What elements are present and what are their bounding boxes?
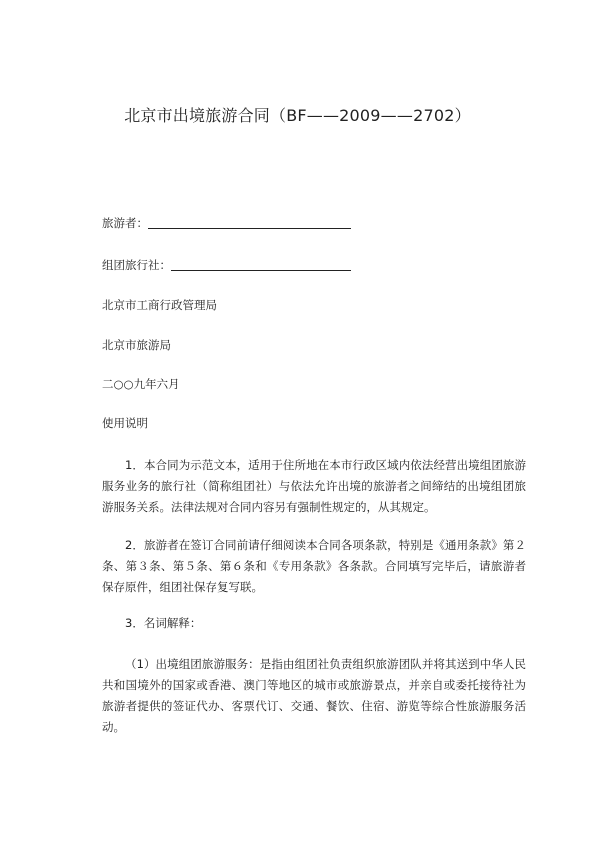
issue-date: 二○○九年六月 [102,377,180,391]
tourist-label: 旅游者： [102,216,148,230]
tourist-field-row [102,216,351,230]
issuer-1: 北京市工商行政管理局 [102,298,217,312]
paragraph-4: （1）出境组团旅游服务：是指由组团社负责组织旅游团队并将其送到中华人民共和国境外的国家或香港、澳门等地区的城市或旅游景点，并亲自或委托接待社为旅游者提供的签证代办、客票代订、交通、餐饮、住宿、游览等综合性旅游服务活动。 [102,657,526,734]
agency-field-row [102,258,351,272]
issuer-2: 北京市旅游局 [102,338,171,352]
paragraph-2: 2．旅游者在签订合同前请仔细阅读本合同各项条款，特别是《通用条款》第２条、第３条、第５条、第６条和《专用条款》各条款。合同填写完毕后，请旅游者保存原件，组团社保存复写联。 [102,538,526,594]
agency-label: 组团旅行社： [102,258,171,272]
paragraph-1: 1．本合同为示范文本，适用于住所地在本市行政区域内依法经营出境组团旅游服务业务的旅行社（简称组团社）与依法允许出境的旅游者之间缔结的出境组团旅游服务关系。法律法规对合同内容另有强制性规定的，从其规定。 [102,458,526,514]
tourist-blank-line [148,227,351,229]
paragraph-3: 3．名词解释： [125,616,202,630]
section-title: 使用说明 [102,416,148,430]
agency-blank-line [171,269,351,271]
document-title: 北京市出境旅游合同（BF——2009——2702） [124,106,471,125]
